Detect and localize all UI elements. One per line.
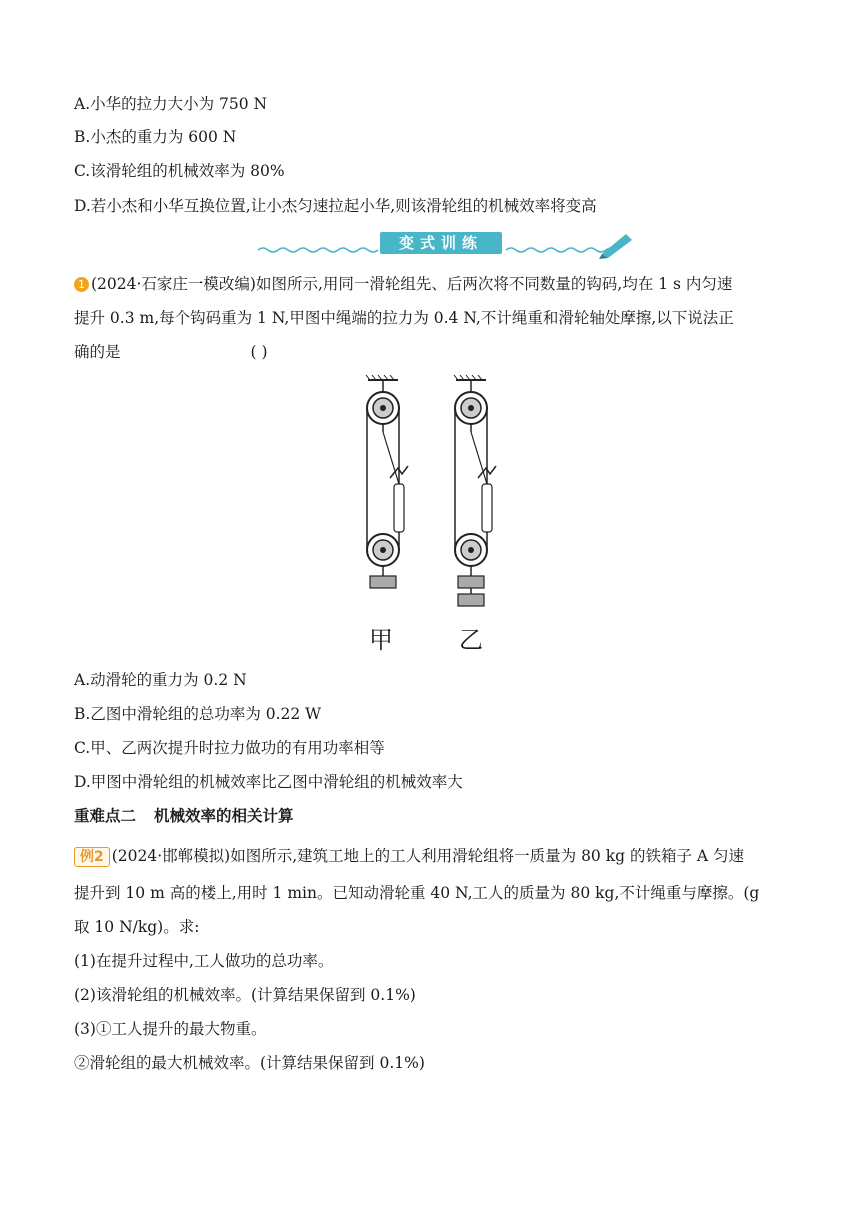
question-1-line-3 [74,342,268,362]
pulley-system-left [366,375,408,588]
pulley-system-right [454,375,496,606]
figure-label-yi: 乙 [459,626,483,654]
variant-training-banner [256,228,636,260]
q1-option-d: D.甲图中滑轮组的机械效率比乙图中滑轮组的机械效率大 [74,773,463,791]
banner-title: 变式训练 [380,232,502,254]
pen-icon [599,234,632,259]
question-number-badge: 1 [74,277,89,292]
figure-label-jia: 甲 [369,626,393,654]
example-2-sub-1: (1)在提升过程中,工人做功的总功率。 [74,952,334,970]
section-title: 机械效率的相关计算 [154,807,294,825]
example-2-line-2: 提升到 10 m 高的楼上,用时 1 min。已知动滑轮重 40 N,工人的质量为 80 kg,不计绳重与摩擦。(g [74,884,760,902]
option-c: C.该滑轮组的机械效率为 80% [74,162,285,180]
section-heading [74,806,294,826]
option-d: D.若小杰和小华互换位置,让小杰匀速拉起小华,则该滑轮组的机械效率将变高 [74,197,597,215]
q1-option-a: A.动滑轮的重力为 0.2 N [74,671,247,689]
example-2-sub-4: ②滑轮组的最大机械效率。(计算结果保留到 0.1%) [74,1054,425,1072]
example-tag: 例2 [74,847,110,867]
example-2-sub-3: (3)①工人提升的最大物重。 [74,1020,267,1038]
option-a: A.小华的拉力大小为 750 N [74,95,268,113]
answer-paren: ( ) [250,343,268,361]
section-label: 重难点二 [74,807,137,825]
example-2-sub-2: (2)该滑轮组的机械效率。(计算结果保留到 0.1%) [74,986,416,1004]
question-1-line-1 [74,274,732,294]
example-2-text-1: (2024·邯郸模拟)如图所示,建筑工地上的工人利用滑轮组将一质量为 80 kg 的铁箱子 A 匀速 [111,847,745,865]
question-1-text-1: (2024·石家庄一模改编)如图所示,用同一滑轮组先、后两次将不同数量的钩码,均在 1 s 内匀速 [91,275,733,293]
example-2-line-3: 取 10 N/kg)。求: [74,918,200,936]
pulley-figure [350,374,510,654]
example-2-line-1 [74,846,744,867]
question-1-line-2: 提升 0.3 m,每个钩码重为 1 N,甲图中绳端的拉力为 0.4 N,不计绳重和滑轮轴处摩擦,以下说法正 [74,309,734,327]
q1-option-b: B.乙图中滑轮组的总功率为 0.22 W [74,705,322,723]
option-b: B.小杰的重力为 600 N [74,128,237,146]
q1-option-c: C.甲、乙两次提升时拉力做功的有用功率相等 [74,739,385,757]
question-1-text-3: 确的是 [74,343,121,361]
